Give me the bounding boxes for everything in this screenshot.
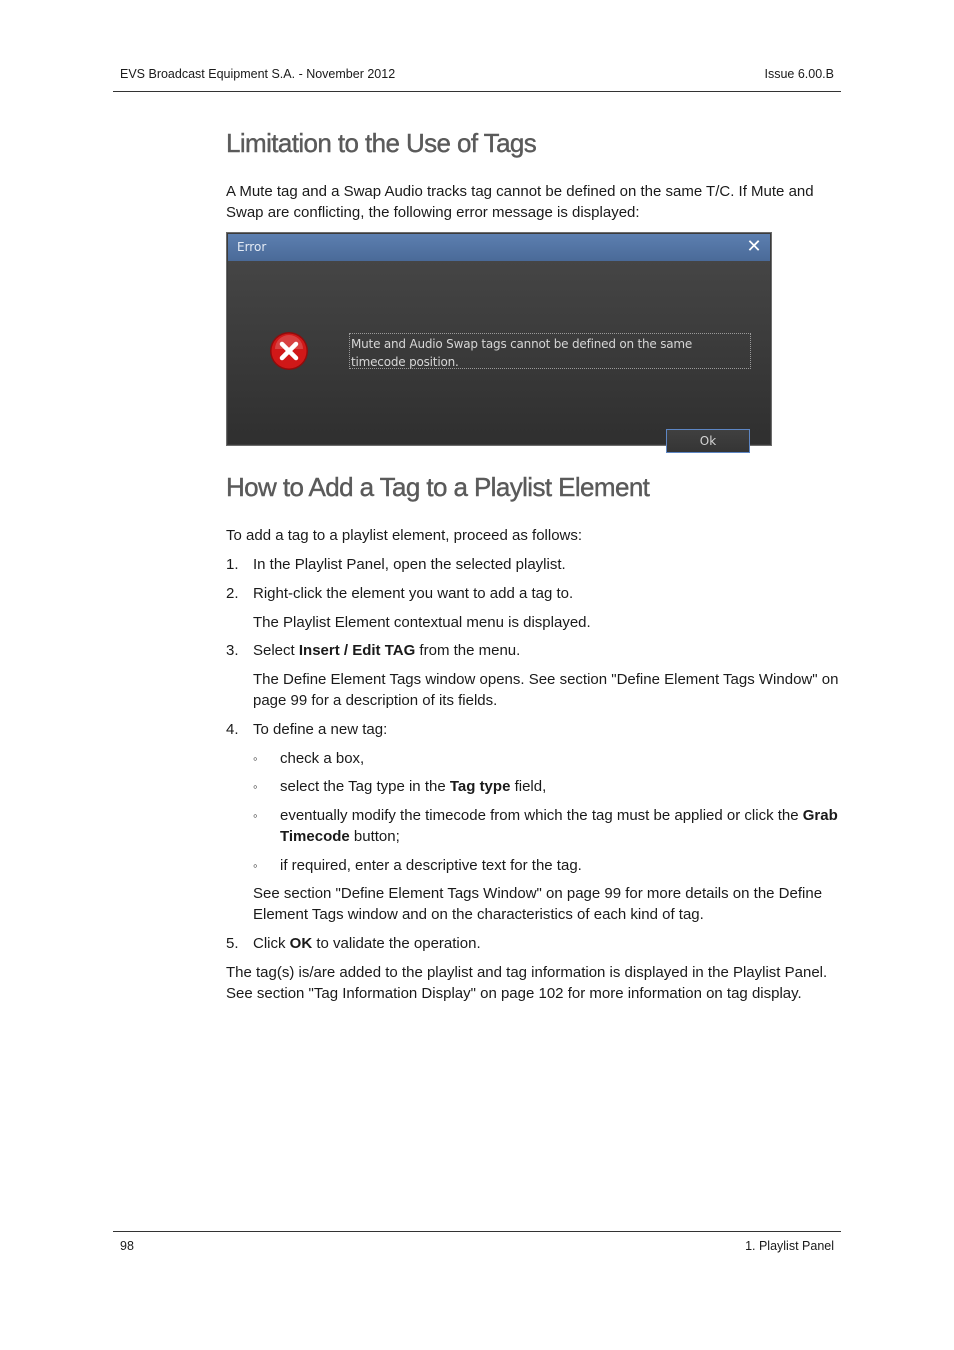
step-number: 4. (226, 721, 239, 738)
bullet: ◦ (253, 858, 258, 873)
step-1-text: In the Playlist Panel, open the selected playlist. (253, 556, 566, 573)
field-name: Tag type (449, 778, 511, 795)
header-publisher: EVS Broadcast Equipment S.A. - November 2012 (120, 67, 396, 81)
menu-command: Insert / Edit TAG (298, 642, 416, 659)
chapter-name: 1. Playlist Panel (745, 1239, 834, 1253)
step-3-note: The Define Element Tags window opens. See section "Define Element Tags Window" on page 99 for a description of its fields. (253, 671, 839, 709)
dialog-message: Mute and Audio Swap tags cannot be defined on the same timecode position. (349, 333, 751, 369)
step-number: 2. (226, 585, 239, 602)
step-3-text: Select Insert / Edit TAG from the menu. (253, 642, 521, 659)
section-title-limitation: Limitation to the Use of Tags (226, 128, 537, 158)
bullet: ◦ (253, 779, 258, 794)
page-footer (113, 1231, 841, 1253)
header-issue: Issue 6.00.B (764, 67, 834, 81)
button-name: Grab Timecode (280, 807, 838, 845)
bullet-4: if required, enter a descriptive text for the tag. (280, 857, 582, 874)
step-number: 5. (226, 935, 239, 952)
close-icon[interactable]: ✕ (746, 236, 762, 257)
bullet-3: eventually modify the timecode from which the tag must be applied or click the Grab Timecode button; (280, 807, 838, 845)
step-2-text: Right-click the element you want to add a tag to. (253, 585, 574, 602)
step-number: 3. (226, 642, 239, 659)
error-dialog (226, 232, 772, 446)
step-number: 1. (226, 556, 239, 573)
button-name: OK (289, 935, 313, 952)
add-tag-intro: To add a tag to a playlist element, proceed as follows: (226, 527, 583, 544)
dialog-titlebar (228, 234, 770, 261)
ok-button[interactable]: Ok (666, 429, 750, 453)
bullet: ◦ (253, 751, 258, 766)
error-icon (269, 331, 309, 371)
step-4-text: To define a new tag: (253, 721, 388, 738)
bullet-2: select the Tag type in the Tag type field, (280, 778, 547, 795)
dialog-body (228, 261, 770, 448)
limitation-intro: A Mute tag and a Swap Audio tracks tag cannot be defined on the same T/C. If Mute and Swap are conflicting, the following error message is displayed: (226, 183, 814, 221)
step-4-note: See section "Define Element Tags Window" on page 99 for more details on the Define Element Tags window and on the characteristics of each kind of tag. (253, 885, 823, 923)
section-title-add-tag: How to Add a Tag to a Playlist Element (226, 472, 650, 502)
step-2-note: The Playlist Element contextual menu is displayed. (253, 614, 591, 631)
dialog-title: Error (237, 240, 267, 254)
bullet-1: check a box, (280, 750, 365, 767)
bullet: ◦ (253, 808, 258, 823)
page-number: 98 (120, 1239, 134, 1253)
page-header (113, 65, 841, 92)
step-5-text: Click OK to validate the operation. (253, 935, 481, 952)
closing-paragraph: The tag(s) is/are added to the playlist and tag information is displayed in the Playlist Panel. See section "Tag Information Display" on page 102 for more information on tag display. (226, 964, 828, 1002)
